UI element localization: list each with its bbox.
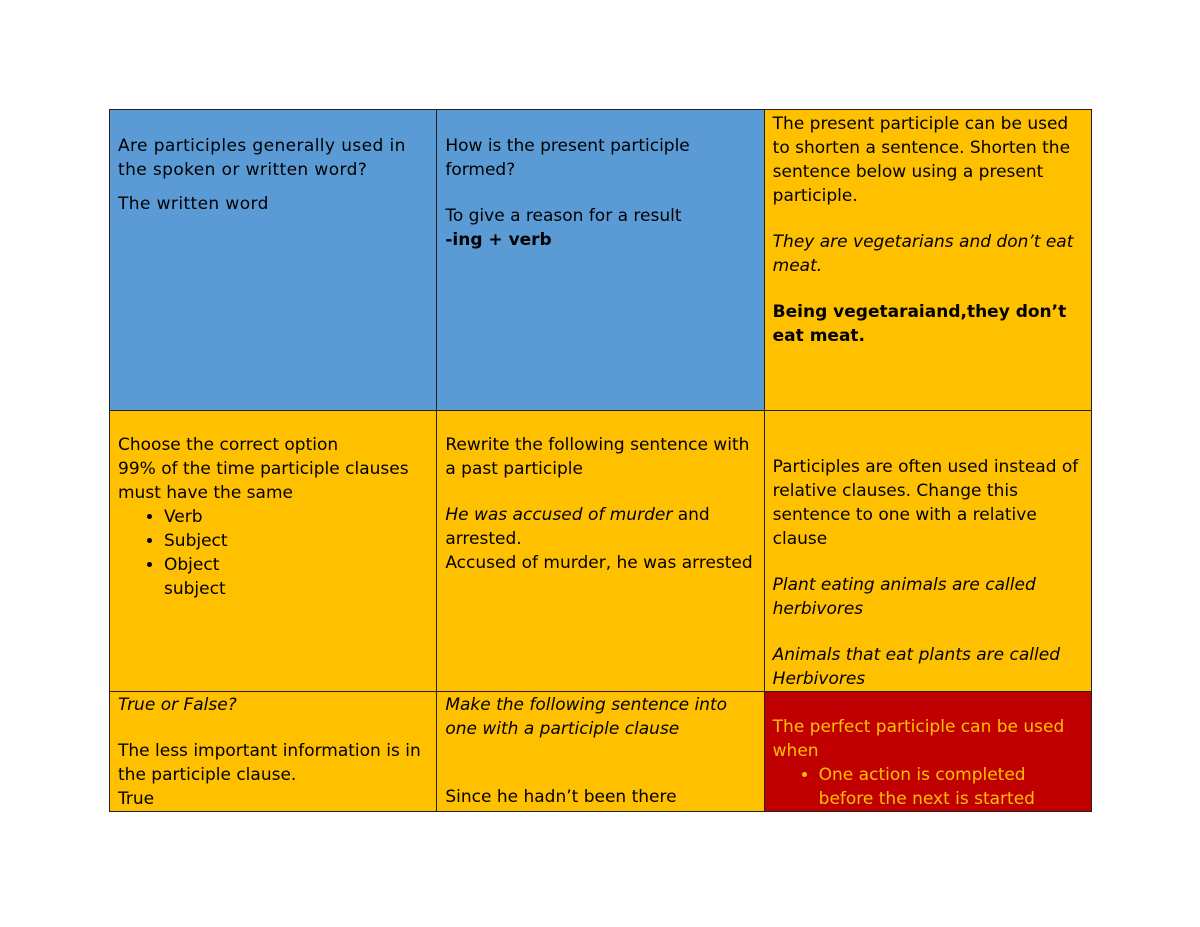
- question-text: The present participle can be used to shorten a sentence. Shorten the sentence below using a present participle.: [772, 114, 1071, 206]
- example-rest: and arrested.: [445, 505, 710, 549]
- cell-r2c1: [110, 411, 437, 692]
- cell-r2c3: [764, 411, 1091, 692]
- question-text: The perfect participle can be used when: [772, 717, 1065, 761]
- cell-r3c2: [437, 692, 764, 812]
- answer-text: The written word: [118, 194, 269, 214]
- option-item: • Object: [164, 553, 428, 577]
- answer-text: -ing + verb: [445, 230, 552, 250]
- option-item: • Subject: [164, 529, 428, 553]
- question-text: Rewrite the following sentence with a past participle: [445, 435, 750, 479]
- answer-item: • One action is completed before the next is started: [819, 763, 1083, 811]
- question-text: Are participles generally used in the spoken or written word?: [118, 136, 406, 180]
- cell-r2c2: [437, 411, 764, 692]
- cell-r3c3: [764, 692, 1091, 812]
- example-sentence: Since he hadn’t been there: [445, 787, 677, 807]
- answer-text: Accused of murder, he was arrested: [445, 553, 753, 573]
- instruction-text: Choose the correct option: [118, 435, 339, 455]
- cell-r3c1: [110, 692, 437, 812]
- example-sentence: [445, 503, 755, 551]
- example-italic: He was accused of murder: [445, 505, 673, 525]
- options-list: [118, 505, 428, 577]
- answer-list: [773, 763, 1083, 811]
- question-text: 99% of the time participle clauses must have the same: [118, 459, 409, 503]
- answer-text: Being vegetaraiand,they don’t eat meat.: [772, 302, 1067, 346]
- example-sentence: Plant eating animals are called herbivores: [772, 575, 1036, 619]
- statement-text: The less important information is in the participle clause.: [118, 741, 421, 785]
- info-text: To give a reason for a result: [445, 206, 682, 226]
- question-text: Participles are often used instead of relative clauses. Change this sentence to one with a relative clause: [772, 457, 1079, 549]
- answer-text: subject: [164, 579, 226, 599]
- answer-text: True: [118, 789, 155, 809]
- cell-r1c2: [437, 110, 764, 411]
- answer-text: Animals that eat plants are called Herbivores: [772, 645, 1060, 689]
- question-text: True or False?: [118, 695, 237, 715]
- option-item: • Verb: [164, 505, 428, 529]
- quiz-grid: [109, 109, 1092, 812]
- cell-r1c1: [110, 110, 437, 411]
- question-text: Make the following sentence into one with a participle clause: [445, 695, 728, 739]
- question-text: How is the present participle formed?: [445, 136, 690, 180]
- cell-r1c3: [764, 110, 1091, 411]
- example-sentence: They are vegetarians and don’t eat meat.: [772, 232, 1074, 276]
